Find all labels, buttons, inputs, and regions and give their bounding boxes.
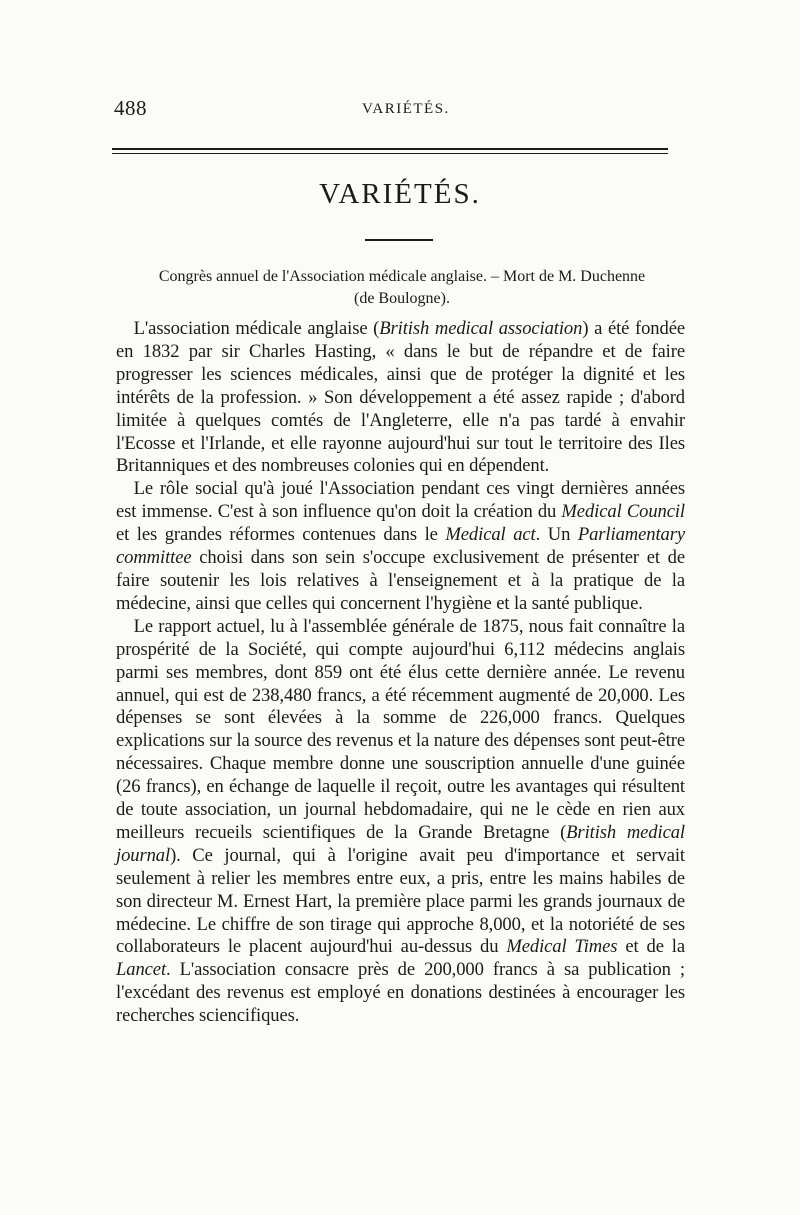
header-rule-thin [112, 153, 668, 154]
running-head: VARIÉTÉS. [362, 101, 450, 117]
italic-text: Medical Times [506, 936, 618, 958]
italic-text: British medical journal [116, 821, 685, 866]
text-run: Le rapport actuel, lu à l'assemblée générale de 1875, nous fait connaître la prospérité de la Société, qui compte aujourd'hui 6,112 médecins anglais parmi ses membres, dont 859 ont été élus cette dernière année. Le revenu annuel, qui est de 238,480 francs, a été récemment augmenté de 20,000. Les dépenses se sont élevées à la somme de 226,000 francs. Quelques explications sur la source des revenus et la nature des dépenses sont peut-être nécessaires. Chaque membre donne une souscription annuelle d'une guinée (26 francs), en échange de laquelle il reçoit, outre les avantages qui résultent de toute association, un journal hebdomadaire, qui ne le cède en rien aux meilleurs recueils scientifiques de la Grande Bretagne ( [116, 615, 685, 843]
header-rule [112, 148, 668, 150]
subtitle-line: (de Boulogne). [354, 290, 450, 307]
italic-text: Lancet [116, 959, 167, 981]
title-divider [365, 239, 433, 241]
text-run: . L'association consacre près de 200,000 francs à sa publication ; l'excédant des revenus est employé en donations destinées à encourager les recherches sciencifiques. [116, 959, 685, 1027]
italic-text: Medical act [445, 524, 536, 546]
text-run: ) a été fondée en 1832 par sir Charles Hasting, « dans le but de répandre et de faire progresser les sciences médicales, ainsi que de protéger la dignité et les intérêts de la profession. » Son développement a été assez rapide ; d'abord limitée à quelques comtés de l'Angleterre, elle n'a pas tardé à envahir l'Ecosse et l'Irlande, et elle rayonne aujourd'hui sur tout le territoire des Iles Britanniques et des nombreuses colonies qui en dépendent. [116, 318, 686, 477]
paragraph [116, 616, 685, 1028]
italic-text: British medical association [379, 318, 583, 339]
text-run: et de la [617, 936, 686, 958]
paragraph [116, 318, 685, 478]
section-subtitle [118, 266, 686, 310]
text-run: choisi dans son sein s'occupe exclusivement de présenter et de faire soutenir les lois relatives à l'enseignement et à la pratique de la médecine, ainsi que celles qui concernent l'hygiène et la santé publique. [116, 547, 685, 614]
paragraph [116, 478, 685, 615]
text-run: ). Ce journal, qui à l'origine avait peu d'importance et servait seulement à relier les membres entre eux, a pris, entre les mains habiles de son directeur M. Ernest Hart, la première place parmi les grands journaux de médecine. Le chiffre de son tirage qui approche 8,000, et la notoriété de ses collaborateurs le placent aujourd'hui au-dessus du [116, 844, 685, 958]
text-run: . Un [535, 524, 578, 546]
article-body [116, 318, 685, 1028]
text-run: Le rôle social qu'à joué l'Association pendant ces vingt dernières années est immense. C'est à son influence qu'on doit la création du [116, 478, 685, 523]
text-run: et les grandes réformes contenues dans le [116, 524, 446, 546]
section-title: VARIÉTÉS. [319, 178, 481, 210]
italic-text: Medical Council [561, 501, 685, 523]
page-number: 488 [114, 96, 147, 120]
italic-text: Parliamentary committee [116, 524, 685, 569]
text-run: L'association médicale anglaise ( [133, 318, 380, 339]
subtitle-line: Congrès annuel de l'Association médicale anglaise. – Mort de M. Duchenne [158, 268, 646, 285]
